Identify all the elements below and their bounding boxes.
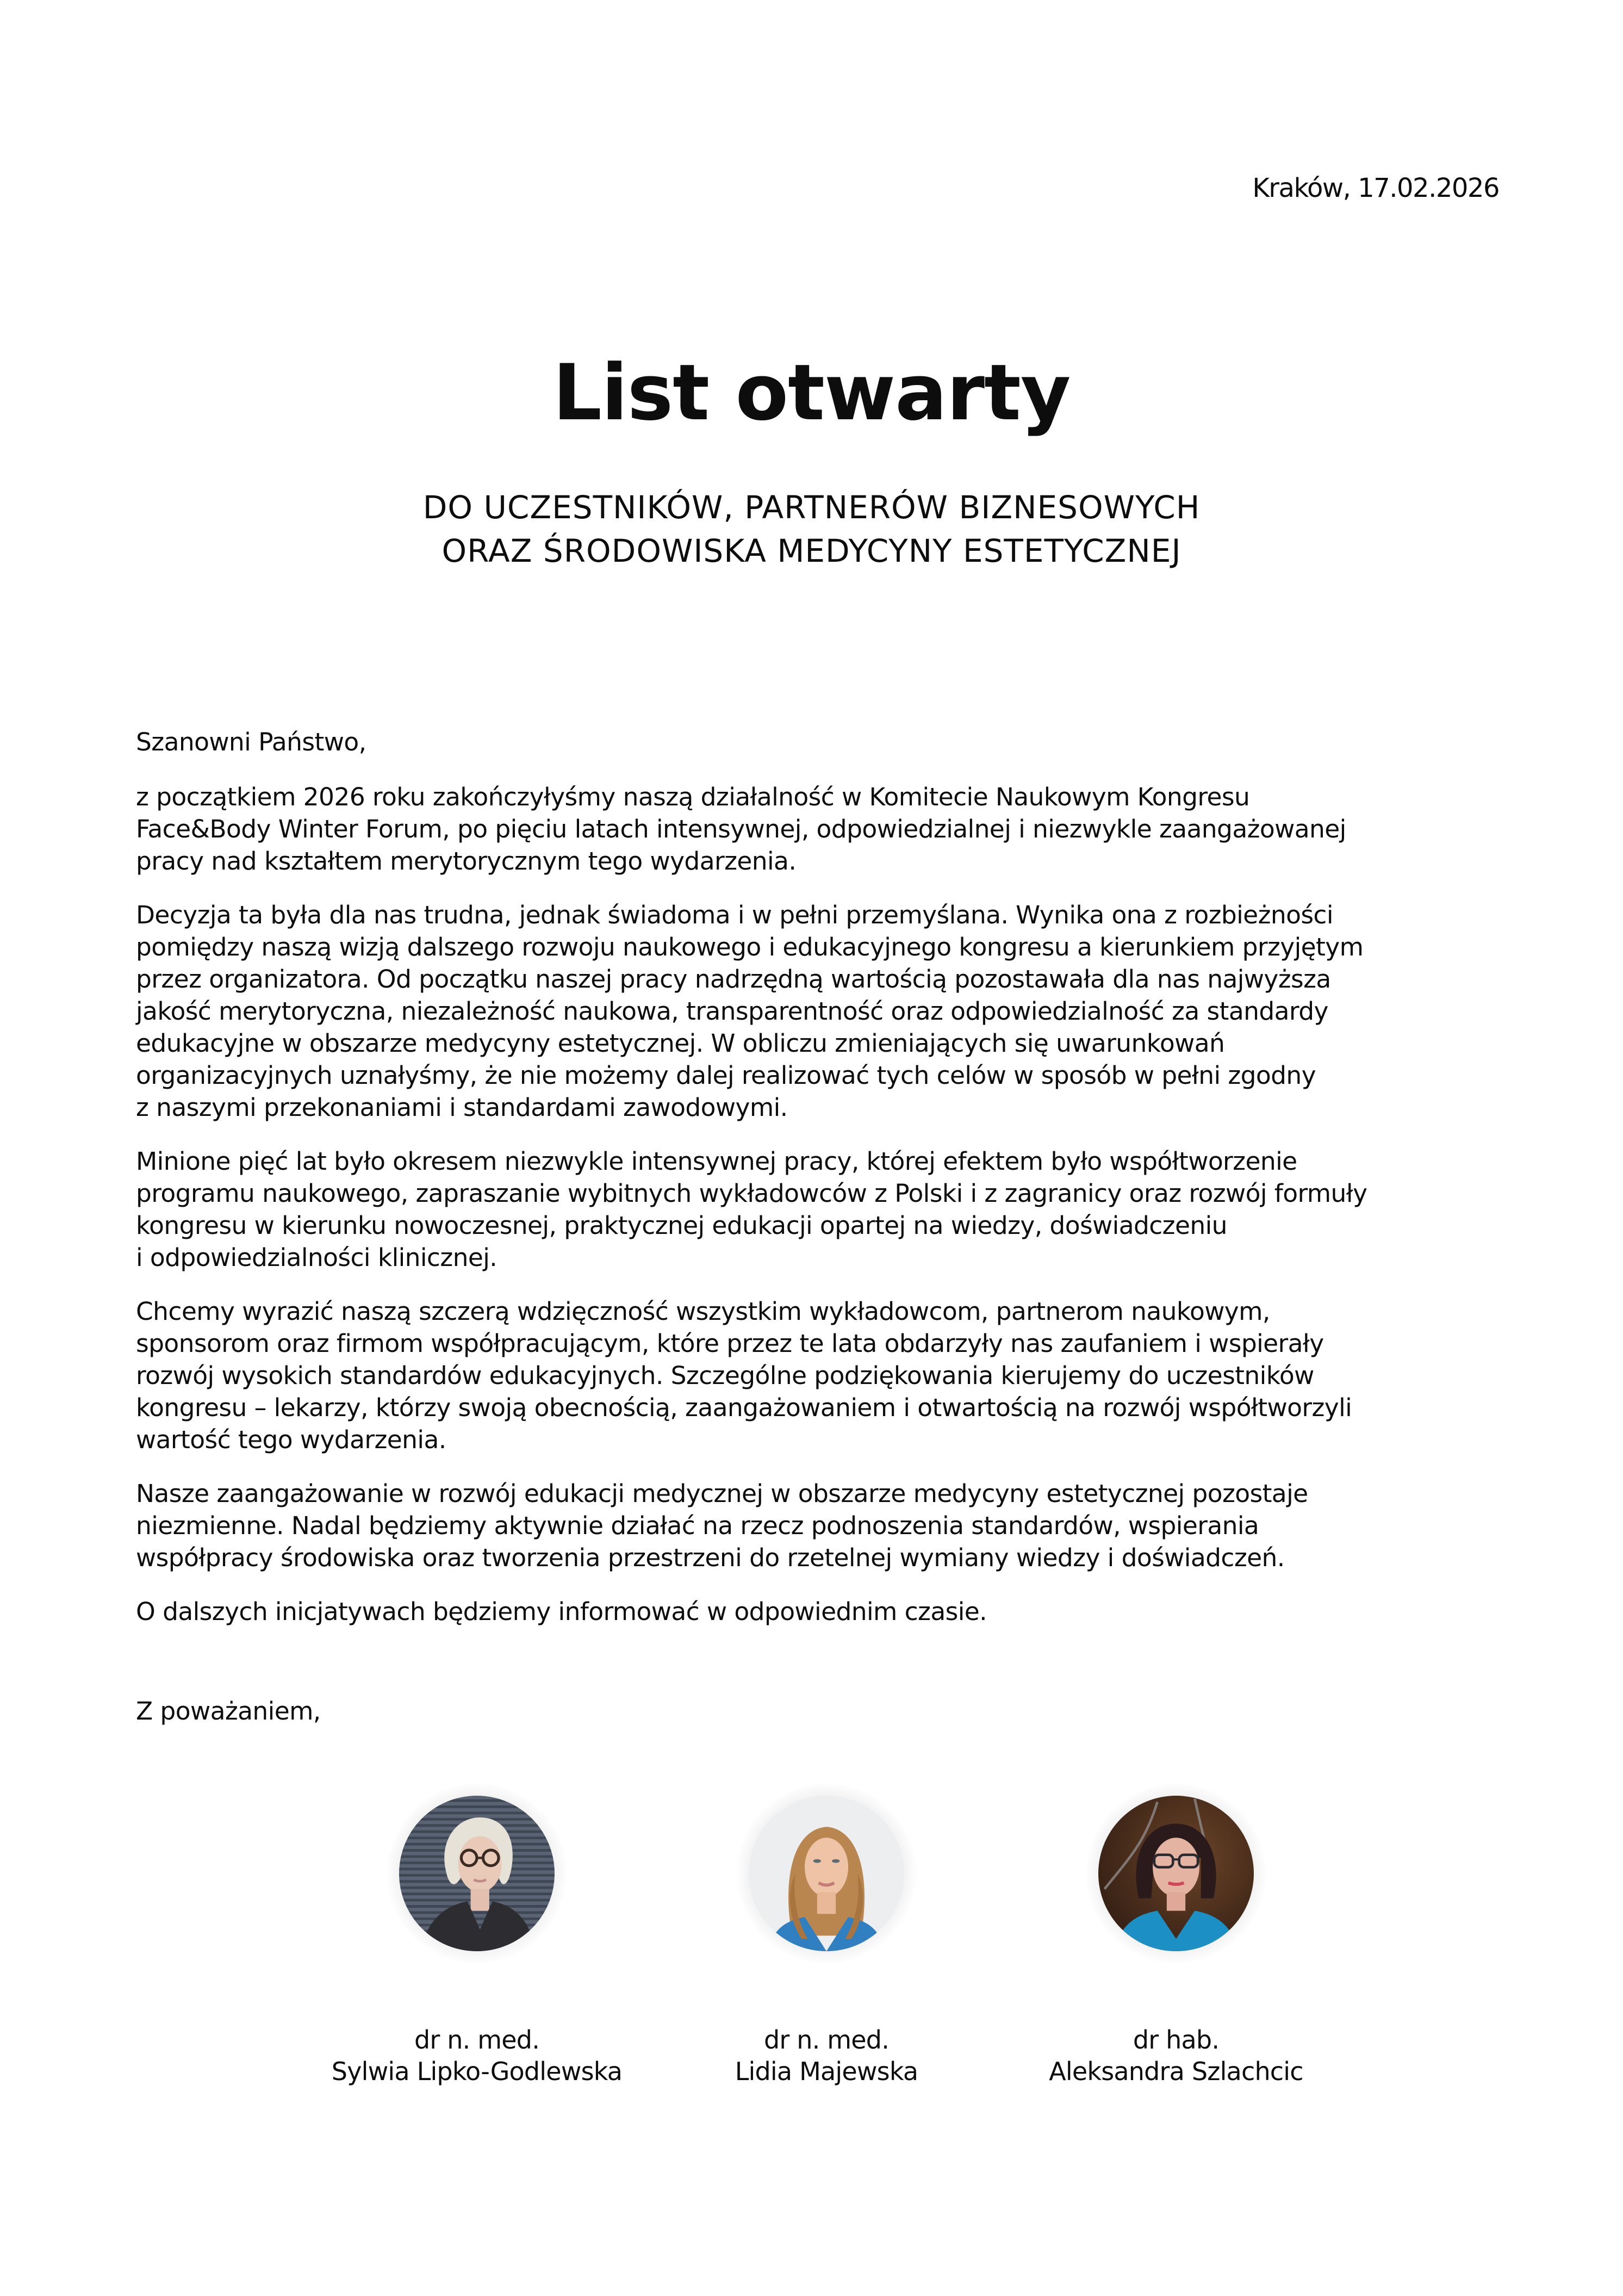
paragraph-line: z naszymi przekonaniami i standardami zawodowymi.: [136, 1093, 788, 1122]
paragraph-line: edukacyjne w obszarze medycyny estetycznej. W obliczu zmieniających się uwarunkowań: [136, 1029, 1225, 1058]
portrait-photo: [399, 1796, 555, 1951]
paragraph-line: pracy nad kształtem merytorycznym tego wydarzenia.: [136, 847, 797, 876]
letter-subtitle: [0, 486, 1623, 573]
portrait-photo: [749, 1796, 904, 1951]
paragraph-line: z początkiem 2026 roku zakończyłyśmy naszą działalność w Komitecie Naukowym Kongresu: [136, 783, 1250, 811]
signatories: [0, 1784, 1623, 2086]
paragraph: [136, 781, 1506, 877]
signatory: [636, 1784, 1017, 2087]
paragraph: [136, 1145, 1506, 1274]
place-date: Kraków, 17.02.2026: [1252, 173, 1499, 203]
photo-frame: [1086, 1784, 1266, 1963]
paragraph-line: sponsorom oraz firmom współpracującym, które przez te lata obdarzyły nas zaufaniem i wspierały: [136, 1329, 1324, 1358]
paragraph: [136, 1478, 1506, 1574]
paragraph-line: rozwój wysokich standardów edukacyjnych. Szczególne podziękowania kierujemy do uczestników: [136, 1361, 1314, 1390]
paragraph-line: Nasze zaangażowanie w rozwój edukacji medycznej w obszarze medycyny estetycznej pozostaje: [136, 1479, 1308, 1508]
letter-body: [136, 726, 1506, 1649]
subtitle-line: ORAZ ŚRODOWISKA MEDYCYNY ESTETYCZNEJ: [441, 532, 1182, 569]
paragraph: [136, 1596, 1506, 1628]
paragraph-line: Chcemy wyrazić naszą szczerą wdzięczność wszystkim wykładowcom, partnerom naukowym,: [136, 1297, 1270, 1326]
paragraph-line: jakość merytoryczna, niezależność naukowa, transparentność oraz odpowiedzialność za standardy: [136, 997, 1328, 1026]
photo-frame: [737, 1784, 916, 1963]
paragraph-line: organizacyjnych uznałyśmy, że nie możemy dalej realizować tych celów w sposób w pełni zgodny: [136, 1061, 1316, 1090]
paragraph: [136, 1295, 1506, 1456]
paragraph-line: przez organizatora. Od początku naszej pracy nadrzędną wartością pozostawała dla nas najwyższa: [136, 965, 1331, 994]
portrait-image-icon: [749, 1796, 904, 1951]
paragraph-line: pomiędzy naszą wizją dalszego rozwoju naukowego i edukacyjnego kongresu a kierunkiem przyjętym: [136, 933, 1364, 961]
paragraph: [136, 899, 1506, 1124]
paragraph-line: Decyzja ta była dla nas trudna, jednak świadoma i w pełni przemyślana. Wynika ona z rozbieżności: [136, 901, 1333, 929]
signatory: [287, 1784, 667, 2087]
subtitle-line: DO UCZESTNIKÓW, PARTNERÓW BIZNESOWYCH: [422, 489, 1201, 526]
greeting: Szanowni Państwo,: [136, 728, 366, 756]
signatory: [986, 1784, 1366, 2087]
paragraph-line: O dalszych inicjatywach będziemy informować w odpowiednim czasie.: [136, 1597, 987, 1626]
paragraph-line: programu naukowego, zapraszanie wybitnych wykładowców z Polski i z zagranicy oraz rozwój formuły: [136, 1179, 1367, 1208]
paragraph-line: Minione pięć lat było okresem niezwykle intensywnej pracy, której efektem było współtworzenie: [136, 1147, 1297, 1176]
signatory-degree: dr n. med.: [763, 2025, 890, 2055]
paragraph-line: kongresu w kierunku nowoczesnej, praktycznej edukacji opartej na wiedzy, doświadczeniu: [136, 1211, 1227, 1240]
paragraph-line: i odpowiedzialności klinicznej.: [136, 1243, 498, 1272]
signatory-name: Sylwia Lipko-Godlewska: [331, 2057, 623, 2086]
paragraph-line: niezmienne. Nadal będziemy aktywnie działać na rzecz podnoszenia standardów, wspierania: [136, 1511, 1259, 1540]
portrait-photo: [1098, 1796, 1254, 1951]
signatory-degree: dr hab.: [1133, 2025, 1220, 2055]
letter-title: List otwarty: [552, 348, 1071, 438]
signatory-name: Lidia Majewska: [735, 2057, 918, 2086]
paragraph-line: wartość tego wydarzenia.: [136, 1425, 446, 1454]
paragraph-line: kongresu – lekarzy, którzy swoją obecnością, zaangażowaniem i otwartością na rozwój współtworzyli: [136, 1393, 1352, 1422]
portrait-image-icon: [1098, 1796, 1254, 1951]
closing-salutation: Z poważaniem,: [136, 1697, 321, 1726]
signatory-name: Aleksandra Szlachcic: [1049, 2057, 1303, 2086]
signatory-degree: dr n. med.: [414, 2025, 540, 2055]
portrait-image-icon: [399, 1796, 555, 1951]
paragraph-line: współpracy środowiska oraz tworzenia przestrzeni do rzetelnej wymiany wiedzy i doświadczeń.: [136, 1543, 1285, 1572]
photo-frame: [387, 1784, 567, 1963]
paragraph-line: Face&Body Winter Forum, po pięciu latach intensywnej, odpowiedzialnej i niezwykle zaangażowanej: [136, 815, 1346, 843]
